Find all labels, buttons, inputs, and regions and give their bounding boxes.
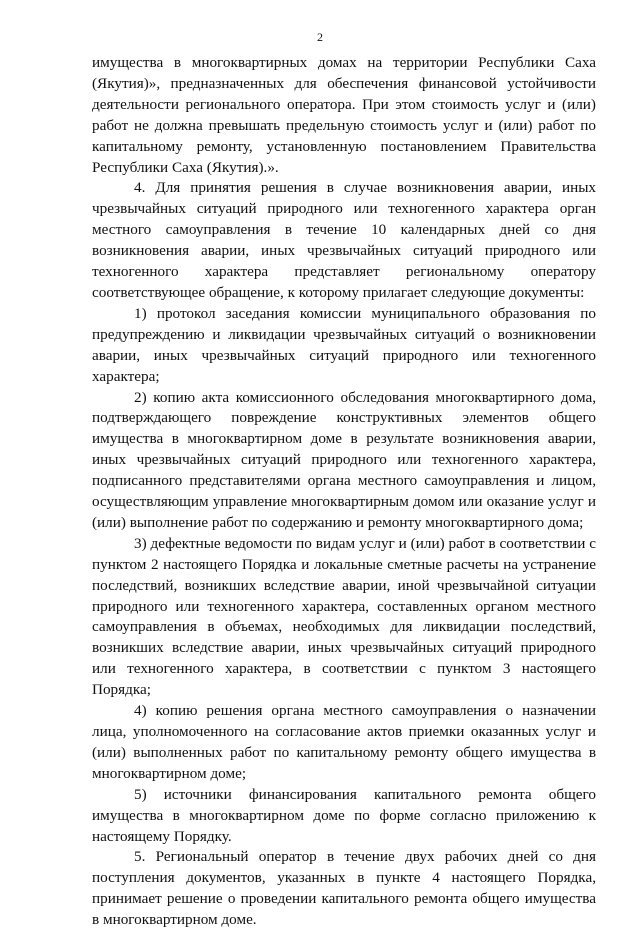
paragraph-subitem-1: 1) протокол заседания комиссии муниципального образования по предупреждению и ликвидации чрезвычайных ситуаций о возникновении аварии, иных чрезвычайных ситуаций природного или техногенного характера; bbox=[92, 304, 596, 385]
paragraph-subitem-3: 3) дефектные ведомости по видам услуг и (или) работ в соответствии с пунктом 2 настоящего Порядка и локальные сметные расчеты на устранение последствий, возникших вследствие аварии, иной чрезвычайной ситуации природного или техногенного характера, составленных органом местного самоуправления в объемах, необходимых для ликвидации последствий, возникших вследствие аварии, иных чрезвычайных ситуаций природного или техногенного характера, в соответствии с пунктом 3 настоящего Порядка; bbox=[92, 534, 596, 699]
paragraph-continuation: имущества в многоквартирных домах на территории Республики Саха (Якутия)», предназначенных для обеспечения финансовой устойчивости деятельности регионального оператора. При этом стоимость услуг и (или) работ не должна превышать предельную стоимость услуг и (или) работ по капитальному ремонту, установленную постановлением Правительства Республики Саха (Якутия).». bbox=[92, 54, 596, 176]
document-body bbox=[92, 53, 596, 931]
paragraph-subitem-2: 2) копию акта комиссионного обследования многоквартирного дома, подтверждающего повреждение конструктивных элементов общего имущества в многоквартирном доме в результате возникновения аварии, иных чрезвычайных ситуаций природного или техногенного характера, подписанного представителями органа местного самоуправления и лицом, осуществляющим управление многоквартирным домом или оказание услуг и (или) выполнение работ по содержанию и ремонту многоквартирного дома; bbox=[92, 388, 596, 531]
paragraph-subitem-4: 4) копию решения органа местного самоуправления о назначении лица, уполномоченного на согласование актов приемки оказанных услуг и (или) выполненных работ по капитальному ремонту общего имущества в многоквартирном доме; bbox=[92, 702, 596, 782]
paragraph-subitem-5: 5) источники финансирования капитального ремонта общего имущества в многоквартирном доме по форме согласно приложению к настоящему Порядку. bbox=[92, 785, 596, 845]
page-number: 2 bbox=[317, 30, 323, 44]
paragraph-item-5: 5. Региональный оператор в течение двух рабочих дней со дня поступления документов, указанных в пункте 4 настоящего Порядка, принимает решение о проведении капитального ремонта общего имущества в многоквартирном доме. bbox=[92, 848, 596, 929]
paragraph-item-4: 4. Для принятия решения в случае возникновения аварии, иных чрезвычайных ситуаций природного или техногенного характера орган местного самоуправления в течение 10 календарных дней со дня возникновения аварии, иных чрезвычайных ситуаций природного или техногенного характера представляет региональному оператору соответствующее обращение, к которому прилагает следующие документы: bbox=[92, 179, 596, 301]
